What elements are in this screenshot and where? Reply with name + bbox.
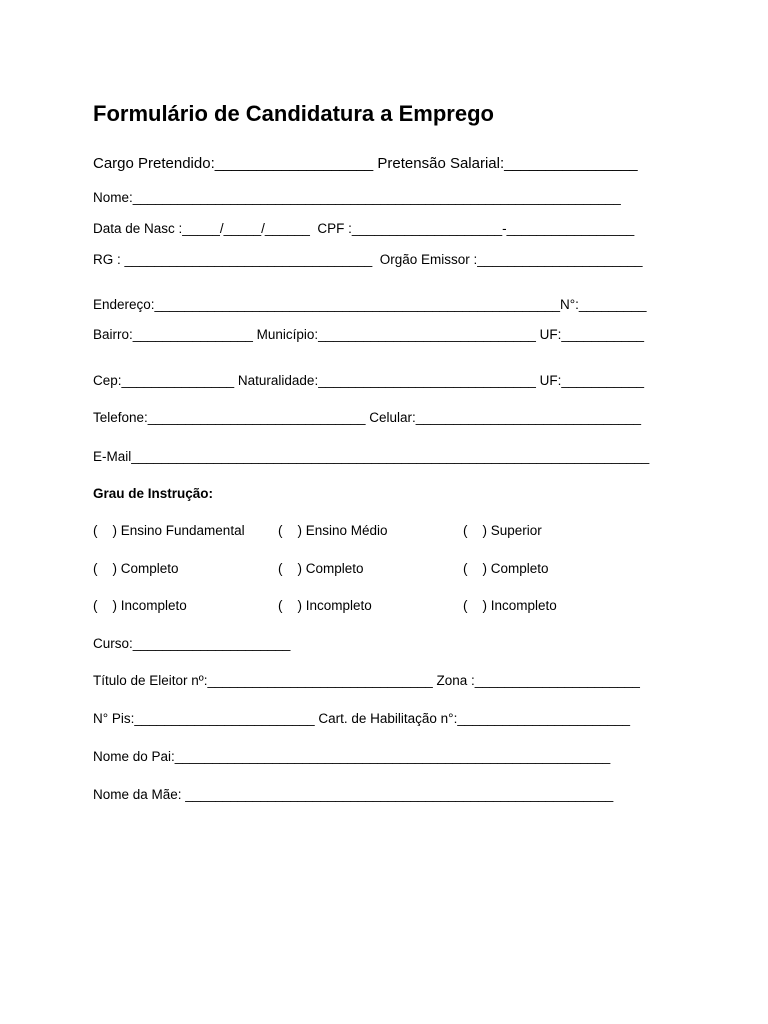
- cep-naturalidade-line[interactable]: Cep:_______________ Naturalidade:_____________________________ UF:___________: [93, 373, 645, 388]
- form-title: Formulário de Candidatura a Emprego: [93, 101, 494, 126]
- data-nasc-cpf-line[interactable]: Data de Nasc :_____/_____/______ CPF :____________________-_________________: [93, 221, 635, 236]
- option-superior[interactable]: ( ) Superior: [463, 523, 542, 538]
- option-ensino-fundamental[interactable]: ( ) Ensino Fundamental: [93, 523, 245, 538]
- cargo-pretensao-line[interactable]: Cargo Pretendido:___________________ Pretensão Salarial:________________: [93, 155, 638, 172]
- option-superior-incompleto[interactable]: ( ) Incompleto: [463, 598, 557, 613]
- rg-orgao-line[interactable]: RG : _________________________________ Orgão Emissor :______________________: [93, 252, 643, 267]
- nome-mae-line[interactable]: Nome da Mãe: _________________________________________________________: [93, 787, 614, 802]
- option-ensino-medio[interactable]: ( ) Ensino Médio: [278, 523, 388, 538]
- telefone-celular-line[interactable]: Telefone:_____________________________ Celular:______________________________: [93, 410, 642, 425]
- option-superior-completo[interactable]: ( ) Completo: [463, 561, 549, 576]
- option-fundamental-incompleto[interactable]: ( ) Incompleto: [93, 598, 187, 613]
- grau-instrucao-heading: Grau de Instrução:: [93, 486, 214, 501]
- bairro-municipio-line[interactable]: Bairro:________________ Município:_____________________________ UF:___________: [93, 327, 644, 342]
- option-fundamental-completo[interactable]: ( ) Completo: [93, 561, 179, 576]
- curso-line[interactable]: Curso:_____________________: [93, 636, 291, 651]
- option-medio-completo[interactable]: ( ) Completo: [278, 561, 364, 576]
- titulo-eleitor-line[interactable]: Título de Eleitor nº:______________________________ Zona :______________________: [93, 673, 640, 688]
- email-line[interactable]: E-Mail_____________________________________________________________________: [93, 449, 650, 464]
- pis-habilitacao-line[interactable]: N° Pis:________________________ Cart. de Habilitação n°:_______________________: [93, 711, 631, 726]
- nome-pai-line[interactable]: Nome do Pai:__________________________________________________________: [93, 749, 611, 764]
- endereco-line[interactable]: Endereço:______________________________________________________N°:_________: [93, 297, 647, 312]
- nome-line[interactable]: Nome:_________________________________________________________________: [93, 190, 621, 205]
- option-medio-incompleto[interactable]: ( ) Incompleto: [278, 598, 372, 613]
